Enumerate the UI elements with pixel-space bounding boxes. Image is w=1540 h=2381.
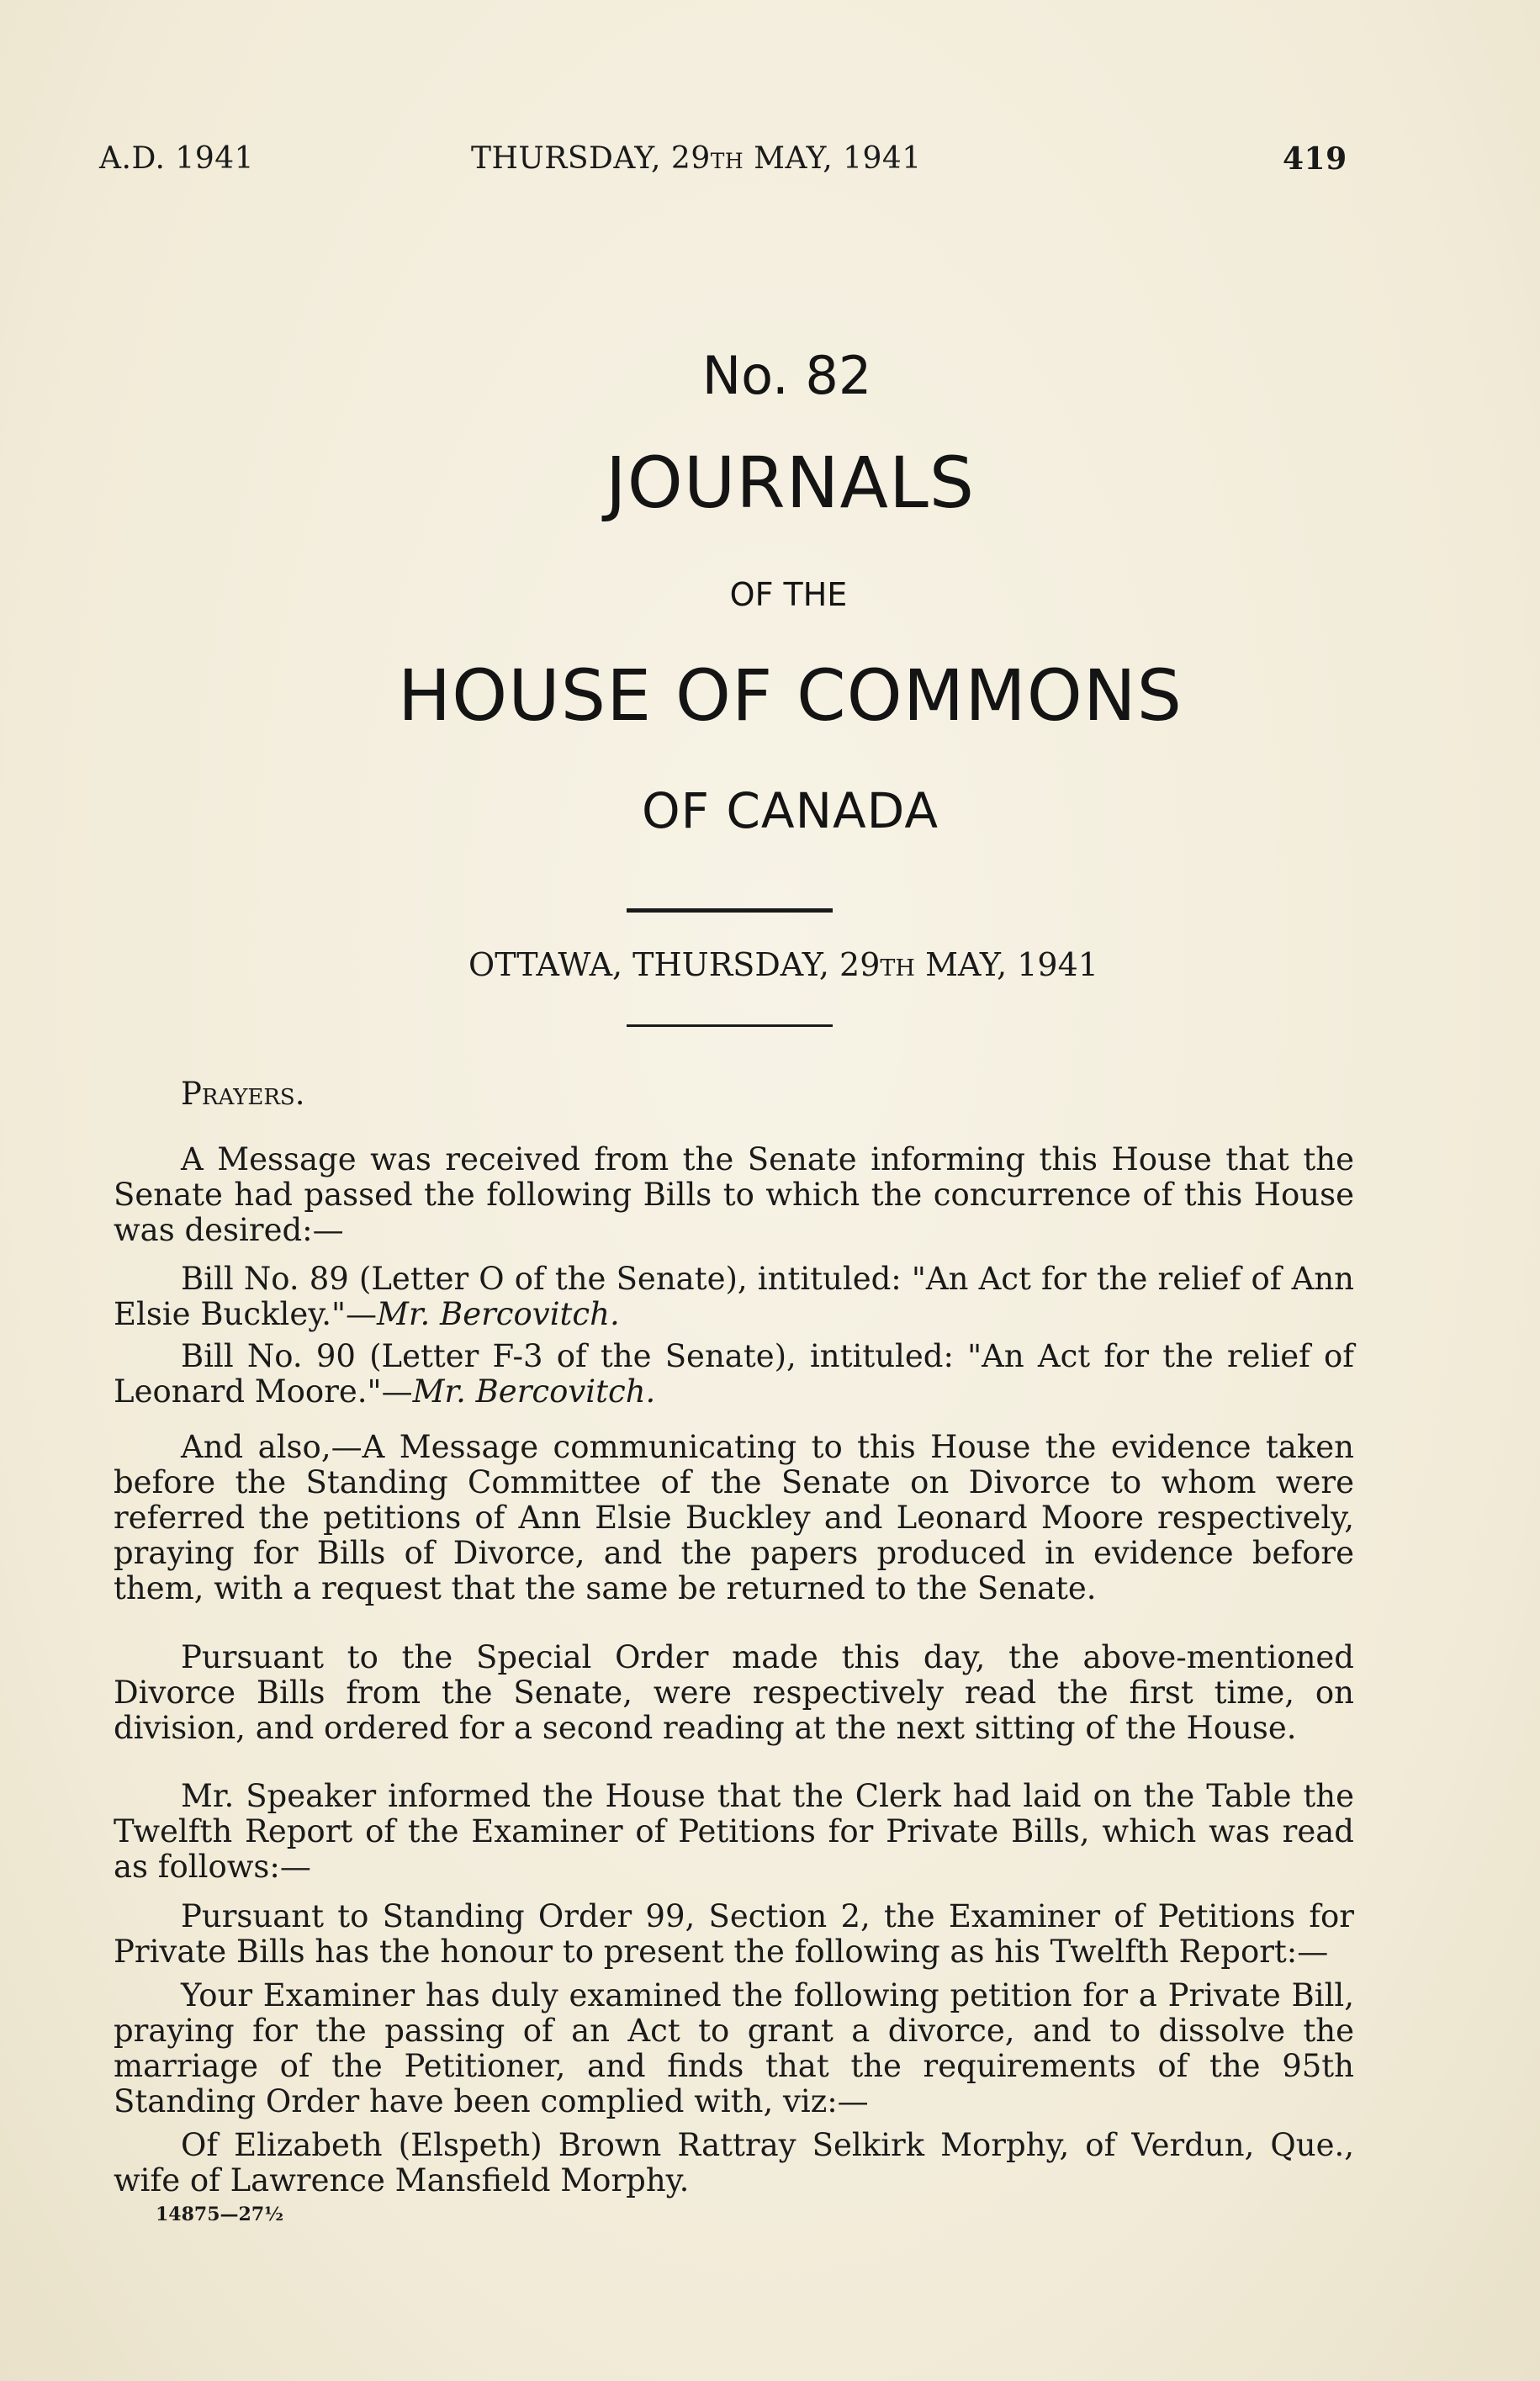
paragraph-text: Pursuant to the Special Order made this day, the above-mentioned Divorce Bills from the Senate, were respectively read the first time, on division, and ordered for a second reading at the next sitting of the House. bbox=[114, 1639, 1354, 1746]
paragraph-senate-message bbox=[114, 1142, 1354, 1248]
prayers-heading bbox=[114, 1077, 1354, 1112]
dateline-prefix: OTTAWA, THURSDAY, 29 bbox=[468, 946, 881, 983]
title-journals: JOURNALS bbox=[605, 442, 976, 524]
paragraph-text: Bill No. 89 (Letter O of the Senate), intituled: "An Act for the relief of Ann Elsie Buckley."— bbox=[114, 1261, 1354, 1332]
paragraph-bill-90 bbox=[114, 1339, 1354, 1410]
paragraph-petitioner bbox=[114, 2128, 1354, 2198]
running-head-year: A.D. 1941 bbox=[99, 141, 255, 176]
paragraph-standing-order bbox=[114, 1899, 1354, 1970]
dateline-rest: MAY, 1941 bbox=[914, 946, 1098, 983]
paragraph-text: Pursuant to Standing Order 99, Section 2, the Examiner of Petitions for Private Bills has the honour to present the following as his Twelfth Report:— bbox=[114, 1898, 1354, 1970]
title-house-of-commons: HOUSE OF COMMONS bbox=[398, 654, 1183, 737]
paragraph-evidence-message bbox=[114, 1430, 1354, 1606]
running-head-date-ordinal: th bbox=[710, 141, 744, 176]
dateline bbox=[0, 946, 1540, 983]
paragraph-text: And also,—A Message communicating to this House the evidence taken before the Standing Committee of the Senate on Divorce to whom were referred the petitions of Ann Elsie Buckley and Leonard Moore respectively, praying for Bills of Divorce, and the papers produced in evidence before them, with a request that the same be returned to the Senate. bbox=[114, 1429, 1354, 1606]
running-head-date-prefix: THURSDAY, 29 bbox=[471, 141, 711, 176]
paragraph-text: Your Examiner has duly examined the following petition for a Private Bill, praying for the passing of an Act to grant a divorce, and to dissolve the marriage of the Petitioner, and finds that the requirements of the 95th Standing Order have been complied with, viz:— bbox=[114, 1977, 1354, 2119]
paragraph-special-order bbox=[114, 1640, 1354, 1746]
prayers-text: Prayers. bbox=[181, 1076, 305, 1112]
paragraph-examiner bbox=[114, 1978, 1354, 2119]
paragraph-bill-89 bbox=[114, 1262, 1354, 1332]
paragraph-body bbox=[114, 1262, 1354, 1332]
title-of-canada: OF CANADA bbox=[641, 782, 939, 839]
issue-number: No. 82 bbox=[701, 345, 872, 406]
paragraph-speaker bbox=[114, 1779, 1354, 1885]
paragraph-text: Of Elizabeth (Elspeth) Brown Rattray Selkirk Morphy, of Verdun, Que., wife of Lawrence Mansfield Morphy. bbox=[114, 2127, 1354, 2198]
paragraph-text: Mr. Speaker informed the House that the Clerk had laid on the Table the Twelfth Report of the Examiner of Petitions for Private Bills, which was read as follows:— bbox=[114, 1778, 1354, 1885]
paragraph-text: A Message was received from the Senate informing this House that the Senate had passed the following Bills to which the concurrence of this House was desired:— bbox=[114, 1141, 1354, 1248]
printer-signature: 14875—27½ bbox=[156, 2204, 284, 2225]
running-head bbox=[0, 141, 1540, 183]
paragraph-body bbox=[114, 1339, 1354, 1410]
paragraph-text: Bill No. 90 (Letter F-3 of the Senate), intituled: "An Act for the relief of Leonard Moore."— bbox=[114, 1338, 1354, 1410]
page-number: 419 bbox=[1283, 141, 1347, 177]
divider-bottom bbox=[627, 1024, 833, 1027]
title-of-the: OF THE bbox=[729, 576, 848, 613]
divider-top bbox=[627, 908, 833, 913]
member-name: Mr. Bercovitch. bbox=[376, 1296, 620, 1332]
dateline-ordinal: th bbox=[880, 946, 915, 983]
member-name: Mr. Bercovitch. bbox=[412, 1373, 656, 1410]
running-head-date bbox=[471, 141, 922, 176]
running-head-date-rest: MAY, 1941 bbox=[744, 141, 922, 176]
